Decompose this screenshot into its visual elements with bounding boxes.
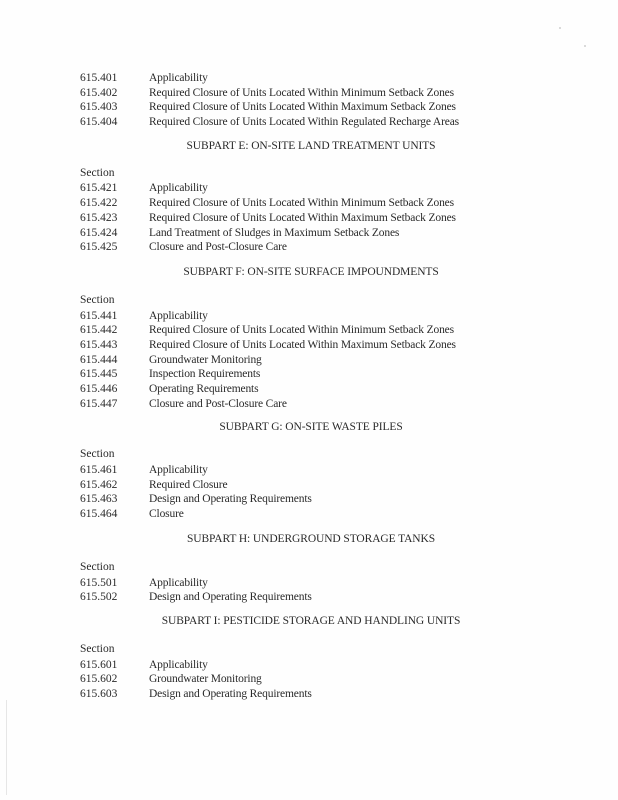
section-number: 615.603 <box>80 687 118 700</box>
section-number: 615.464 <box>80 508 118 521</box>
toc-row <box>80 507 520 522</box>
toc-row <box>80 658 520 673</box>
section-number: 615.602 <box>80 673 118 686</box>
toc-row <box>80 226 520 241</box>
toc-row <box>80 196 520 211</box>
toc-row <box>80 672 520 687</box>
section-title: Required Closure of Units Located Within Minimum Setback Zones <box>149 324 454 337</box>
section-title: Required Closure of Units Located Within Minimum Setback Zones <box>149 197 454 210</box>
section-title: Required Closure of Units Located Within Regulated Recharge Areas <box>149 116 459 129</box>
section-title: Design and Operating Requirements <box>149 687 312 700</box>
toc-row <box>80 86 520 101</box>
subpart-block <box>80 71 520 130</box>
toc-row <box>80 382 520 397</box>
subpart-block <box>80 140 520 255</box>
section-title: Groundwater Monitoring <box>149 673 262 686</box>
section-number: 615.423 <box>80 211 118 224</box>
section-column-label: Section <box>80 448 115 461</box>
toc-row <box>80 309 520 324</box>
toc-row <box>80 100 520 115</box>
section-title: Closure and Post-Closure Care <box>149 397 287 410</box>
toc-row <box>80 338 520 353</box>
section-number: 615.442 <box>80 324 118 337</box>
section-number: 615.401 <box>80 72 118 84</box>
section-number: 615.441 <box>80 309 118 322</box>
toc-row <box>80 367 520 382</box>
section-number: 615.601 <box>80 658 118 671</box>
subpart-heading: SUBPART F: ON-SITE SURFACE IMPOUNDMENTS <box>183 265 439 278</box>
subpart-block <box>80 533 520 605</box>
section-title: Operating Requirements <box>149 383 259 395</box>
section-title: Applicability <box>149 576 208 589</box>
section-title: Required Closure of Units Located Within Maximum Setback Zones <box>149 338 456 351</box>
toc-row <box>80 323 520 338</box>
toc-row <box>80 397 520 412</box>
section-title: Required Closure of Units Located Within Maximum Setback Zones <box>149 101 456 114</box>
section-title: Design and Operating Requirements <box>149 493 312 506</box>
toc-row <box>80 687 520 702</box>
section-title: Required Closure of Units Located Within Minimum Setback Zones <box>149 86 454 99</box>
section-title: Applicability <box>149 182 208 195</box>
section-number: 615.447 <box>80 397 118 410</box>
toc-row <box>80 71 520 86</box>
toc-row <box>80 115 520 130</box>
section-number: 615.421 <box>80 182 118 195</box>
scan-speck <box>559 27 561 29</box>
subpart-block <box>80 266 520 412</box>
subpart-block <box>80 615 520 702</box>
table-of-contents <box>80 71 520 702</box>
section-title: Applicability <box>149 464 208 477</box>
section-title: Applicability <box>149 309 208 322</box>
section-number: 615.444 <box>80 353 118 366</box>
subpart-heading: SUBPART H: UNDERGROUND STORAGE TANKS <box>186 532 436 545</box>
section-title: Applicability <box>149 658 208 671</box>
toc-row <box>80 463 520 478</box>
section-title: Design and Operating Requirements <box>149 591 312 604</box>
section-title: Closure <box>149 508 184 521</box>
section-number: 615.446 <box>80 383 118 395</box>
section-number: 615.403 <box>80 101 118 114</box>
section-title: Inspection Requirements <box>149 368 261 381</box>
scan-speck <box>584 45 586 47</box>
subpart-heading: SUBPART E: ON-SITE LAND TREATMENT UNITS <box>186 139 436 152</box>
section-title: Applicability <box>149 72 208 84</box>
section-number: 615.463 <box>80 493 118 506</box>
section-number: 615.424 <box>80 226 118 239</box>
section-column-label: Section <box>80 166 115 179</box>
section-column-label: Section <box>80 560 115 573</box>
section-number: 615.502 <box>80 591 118 604</box>
scan-edge-line <box>6 700 7 795</box>
subpart-block <box>80 421 520 521</box>
section-number: 615.501 <box>80 576 118 589</box>
section-title: Closure and Post-Closure Care <box>149 241 287 254</box>
subpart-heading: SUBPART G: ON-SITE WASTE PILES <box>219 421 403 434</box>
section-number: 615.443 <box>80 338 118 351</box>
section-column-label: Section <box>80 293 115 306</box>
section-title: Land Treatment of Sludges in Maximum Setback Zones <box>149 226 400 239</box>
section-title: Required Closure of Units Located Within Maximum Setback Zones <box>149 211 456 224</box>
toc-row <box>80 353 520 368</box>
section-title: Groundwater Monitoring <box>149 353 262 366</box>
section-number: 615.402 <box>80 86 118 99</box>
section-number: 615.462 <box>80 478 118 491</box>
subpart-heading: SUBPART I: PESTICIDE STORAGE AND HANDLING UNITS <box>161 614 461 627</box>
section-number: 615.461 <box>80 464 118 477</box>
toc-row <box>80 590 520 605</box>
toc-row <box>80 576 520 591</box>
toc-row <box>80 478 520 493</box>
toc-row <box>80 181 520 196</box>
section-number: 615.404 <box>80 116 118 129</box>
toc-row <box>80 240 520 255</box>
section-title: Required Closure <box>149 478 228 491</box>
toc-row <box>80 211 520 226</box>
toc-row <box>80 492 520 507</box>
section-column-label: Section <box>80 642 115 655</box>
section-number: 615.422 <box>80 197 118 210</box>
section-number: 615.425 <box>80 241 118 254</box>
section-number: 615.445 <box>80 368 118 381</box>
